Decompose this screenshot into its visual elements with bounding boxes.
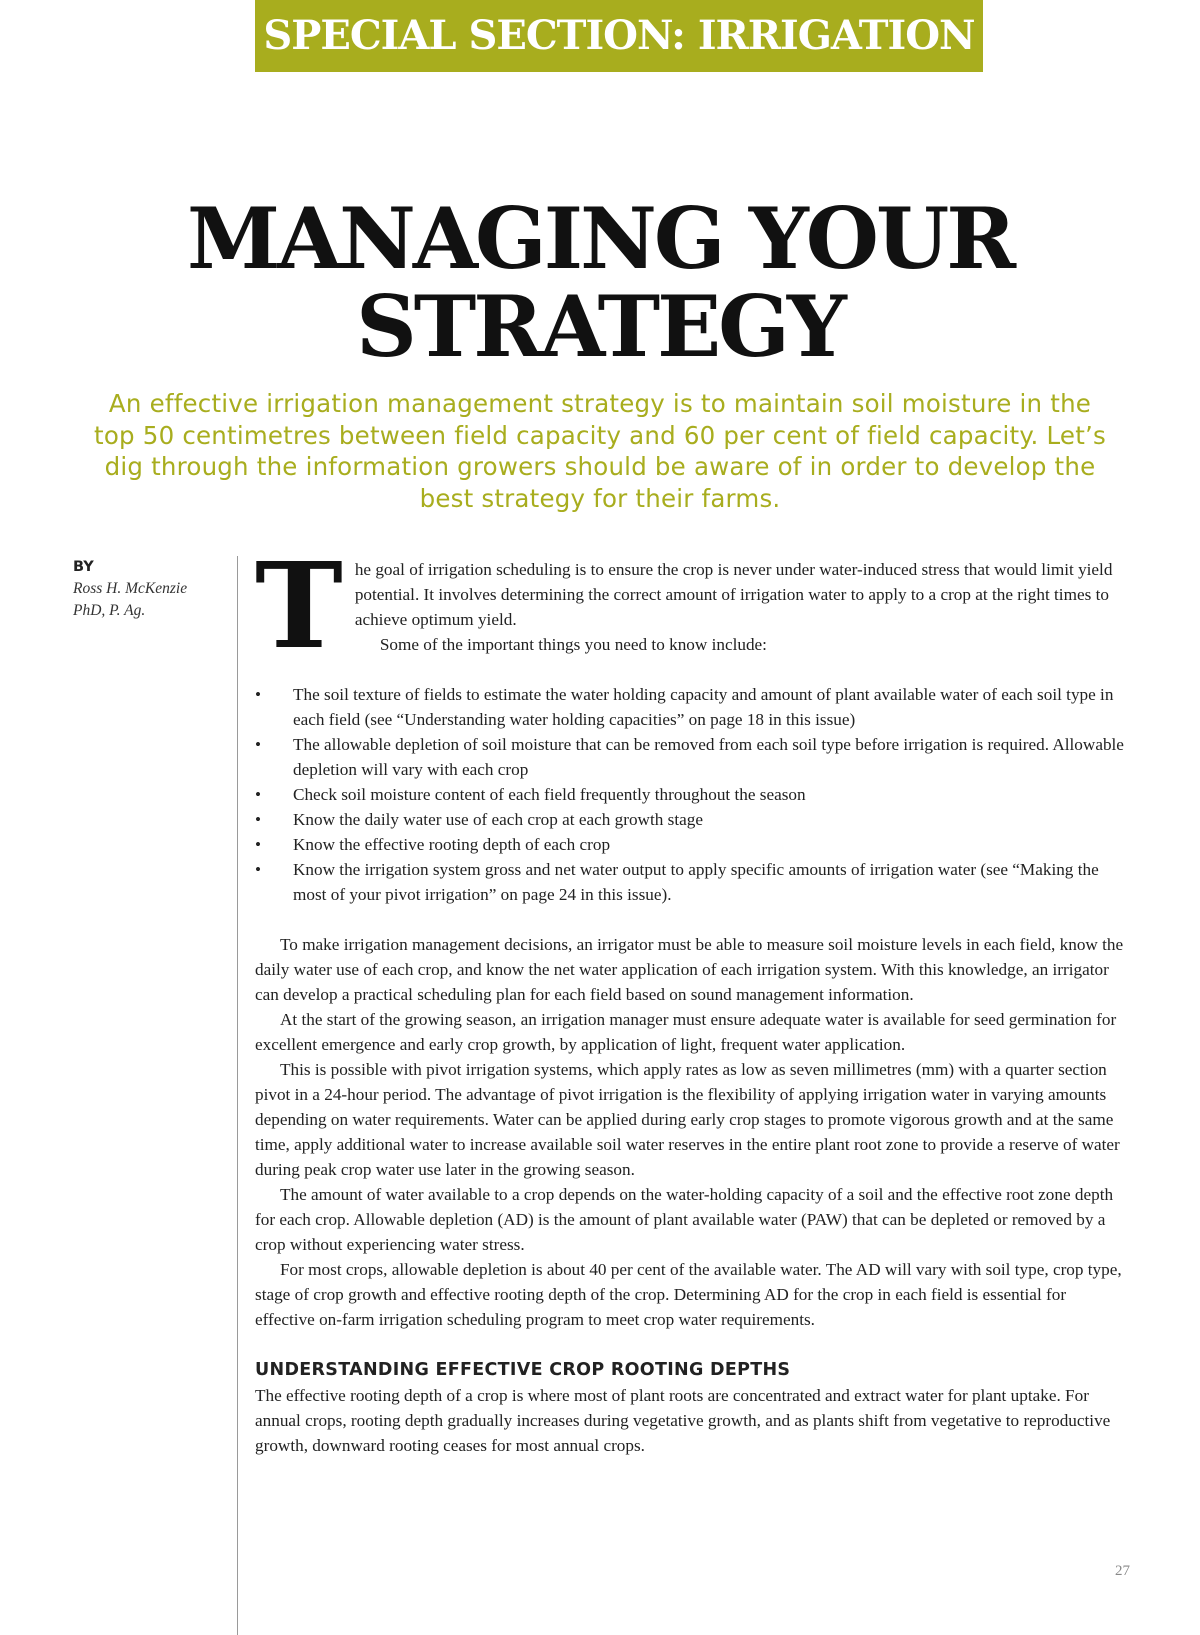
page-number: 27 [1115,1563,1130,1579]
final-paragraph: The effective rooting depth of a crop is where most of plant roots are concentrated and extract water for plant uptake. For annual crops, rooting depth gradually increases during vegetative growth, and as plants shift from vegetative to reproductive growth, downward rooting ceases for most annual crops. [255,1386,1111,1455]
byline [73,556,223,622]
subheading: UNDERSTANDING EFFECTIVE CROP ROOTING DEPTHS [255,1360,791,1380]
requirements-list [255,682,1127,907]
section-banner-text: SPECIAL SECTION: IRRIGATION [263,12,975,59]
body-paragraph: For most crops, allowable depletion is about 40 per cent of the available water. The AD will vary with soil type, crop type, stage of crop growth and effective rooting depth of the crop. Determining AD for the crop in each field is essential for effective on-farm irrigation scheduling program to meet crop water requirements. [255,1260,1122,1329]
drop-cap: T [255,536,343,675]
list-item: • Know the irrigation system gross and net water output to apply specific amounts of irrigation water (see “Making the most of your pivot irrigation” on page 24 in this issue). [255,857,1127,907]
article-title-line-2: STRATEGY [356,277,844,376]
article-intro [255,536,1127,675]
list-item: • Know the daily water use of each crop at each growth stage [255,807,1127,832]
body-paragraph: The amount of water available to a crop depends on the water-holding capacity of a soil and the effective root zone depth for each crop. Allowable depletion (AD) is the amount of plant available water (PAW) that can be depleted or removed by a crop without experiencing water stress. [255,1185,1114,1254]
intro-paragraph: he goal of irrigation scheduling is to ensure the crop is never under water-induced stress that would limit yield potential. It involves determining the correct amount of irrigation water to apply to a crop at the right times to achieve optimum yield. [354,560,1113,629]
article-title-line-1: MANAGING YOUR [186,189,1014,288]
article-title [150,189,1050,376]
intro-second-paragraph: Some of the important things you need to know include: [379,635,767,654]
body-paragraph: At the start of the growing season, an irrigation manager must ensure adequate water is available for seed germination for excellent emergence and early crop growth, by application of light, frequent water application. [255,1010,1117,1054]
author-credentials: PhD, P. Ag. [73,602,146,619]
byline-label: BY [73,559,94,575]
author-name: Ross H. McKenzie [73,580,188,597]
article-deck: An effective irrigation management strategy is to maintain soil moisture in the top 50 centimetres between field capacity and 60 per cent of field capacity. Let’s dig through the information growers should be aware of in order to develop the best strategy for their farms. [94,389,1106,513]
body-paragraph: This is possible with pivot irrigation systems, which apply rates as low as seven millimetres (mm) with a quarter section pivot in a 24-hour period. The advantage of pivot irrigation is the flexibility of applying irrigation water in varying amounts depending on water requirements. Water can be applied during early crop stages to promote vigorous growth and at the same time, apply additional water to increase available soil water reserves in the entire plant root zone to provide a reserve of water during peak crop water use later in the growing season. [255,1060,1120,1179]
article-body [255,536,1127,1458]
list-item: • The allowable depletion of soil moisture that can be removed from each soil type before irrigation is required. Allowable depletion will vary with each crop [255,732,1127,782]
list-item: • Know the effective rooting depth of each crop [255,832,1127,857]
column-divider [237,556,238,1635]
article-paragraphs [255,932,1127,1332]
list-item: • The soil texture of fields to estimate the water holding capacity and amount of plant available water of each soil type in each field (see “Understanding water holding capacities” on page 18 in this issue) [255,682,1127,732]
list-item: • Check soil moisture content of each field frequently throughout the season [255,782,1127,807]
body-paragraph: To make irrigation management decisions, an irrigator must be able to measure soil moisture levels in each field, know the daily water use of each crop, and know the net water application of each irrigation system. With this knowledge, an irrigator can develop a practical scheduling plan for each field based on sound management information. [255,935,1124,1004]
section-banner [255,0,983,72]
